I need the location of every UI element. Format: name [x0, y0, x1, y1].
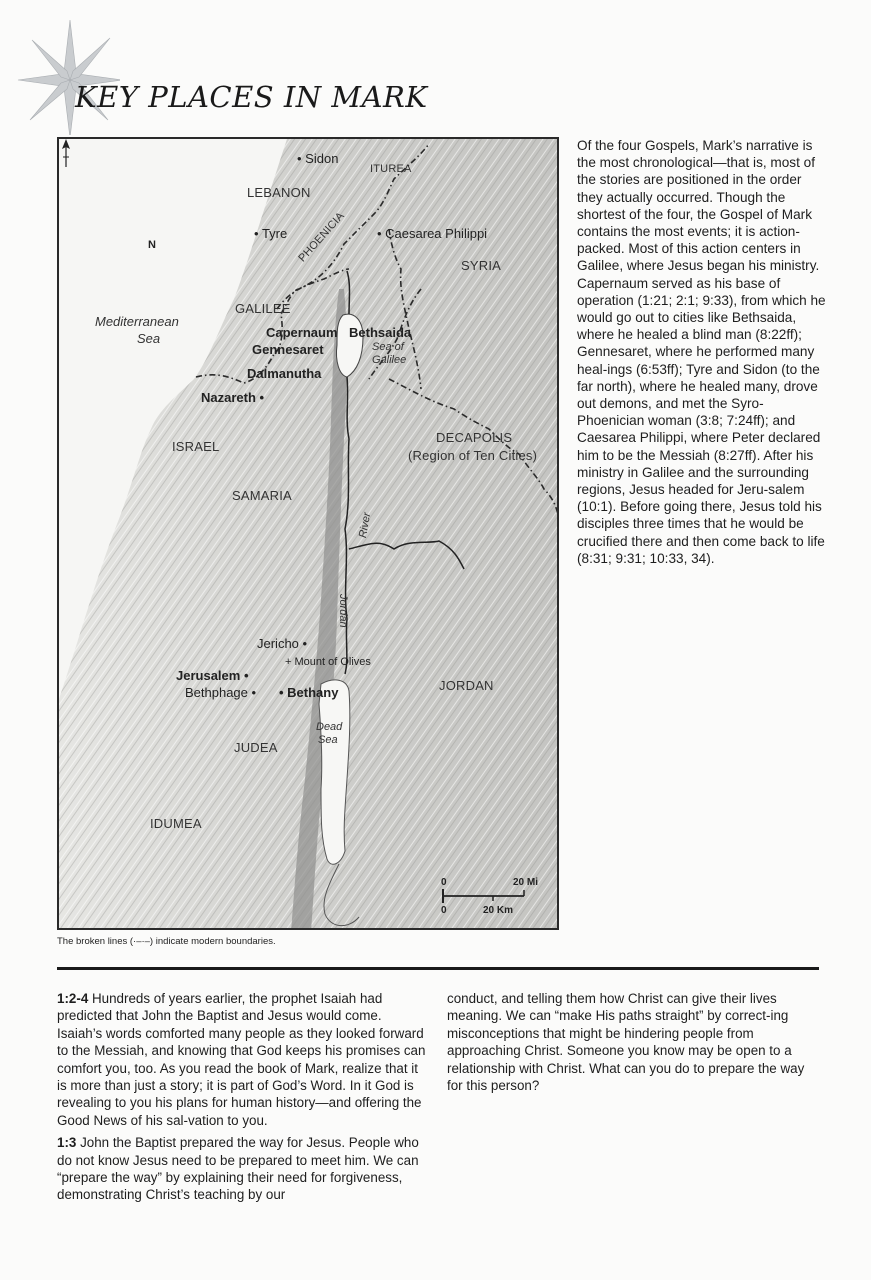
scale-bar [441, 877, 546, 927]
region-iturea: ITUREA [370, 163, 412, 175]
north-arrow-icon [59, 139, 73, 169]
scale-miles-label: 20 Mi [513, 877, 539, 888]
city-caesarea-philippi: • Caesarea Philippi [377, 226, 488, 241]
region-lebanon: LEBANON [247, 185, 311, 200]
city-nazareth: Nazareth • [201, 390, 265, 405]
city-tyre-label: Tyre [261, 226, 288, 241]
note-text: John the Baptist prepared the way for Jesus. People who do not know Jesus need to be prepared to meet him. We can “prepare the way” by explaining their need for forgiveness, demonstrating Christ’s teaching by our [57, 1135, 419, 1203]
north-label: N [148, 239, 156, 251]
region-samaria: SAMARIA [232, 488, 292, 503]
region-idumea: IDUMEA [150, 816, 202, 831]
sea-of-galilee-label-2: Galilee [372, 354, 407, 366]
city-jericho-label: Jericho [257, 636, 299, 651]
map-caption: The broken lines (·–·–) indicate modern boundaries. [57, 936, 276, 947]
region-galilee: GALILEE [235, 301, 291, 316]
region-judea: JUDEA [234, 740, 278, 755]
sea-of-galilee-label-1: Sea of [372, 341, 404, 353]
sea-label-line1: Mediterranean [95, 314, 179, 329]
notes-column-left [57, 990, 429, 1209]
city-sidon-label: Sidon [305, 151, 339, 166]
scale-zero-miles: 0 [441, 877, 447, 888]
region-syria: SYRIA [461, 258, 502, 273]
compass-rose-icon [10, 10, 120, 135]
city-bethphage-label: Bethphage [185, 685, 248, 700]
city-bethany-label: Bethany [287, 685, 339, 700]
city-dalmanutha: Dalmanutha [247, 366, 322, 381]
sea-label-line2: Sea [137, 331, 161, 346]
city-bethphage: Bethphage • [185, 685, 257, 700]
city-jericho: Jericho • [257, 636, 308, 651]
city-jerusalem-label: Jerusalem [176, 668, 241, 683]
dead-sea-label-2: Sea [318, 734, 338, 746]
city-bethsaida: Bethsaida [349, 325, 412, 340]
dead-sea-label-1: Dead [316, 721, 343, 733]
region-decapolis: DECAPOLIS [436, 430, 513, 445]
page-title: KEY PLACES IN MARK [75, 80, 428, 114]
note-1-3-continued: conduct, and telling them how Christ can give their lives meaning. We can “make His paths straight” by correct-ing misconceptions that might be hindering people from approaching Christ. Someone you know may be open to a relationship with Christ. What can you do to prepare the way for this person? [447, 991, 805, 1094]
city-gennesaret: Gennesaret [252, 342, 324, 357]
city-bethany: • Bethany [279, 685, 339, 700]
jordan-river-label-jordan: Jordan [337, 594, 349, 628]
jordan-river-label-river: River [357, 511, 374, 539]
scale-km-label: 20 Km [483, 905, 514, 916]
region-israel: ISRAEL [172, 439, 220, 454]
scale-bar-graphic [442, 889, 542, 903]
note-ref: 1:2-4 [57, 991, 89, 1006]
mount-of-olives-label: Mount of Olives [294, 656, 371, 668]
scale-zero-km: 0 [441, 905, 447, 916]
note-ref: 1:3 [57, 1135, 77, 1151]
note-1-2-4 [57, 990, 429, 1129]
mount-of-olives: + Mount of Olives [285, 656, 371, 668]
city-sidon: • Sidon [297, 151, 339, 166]
region-decapolis-subtitle: (Region of Ten Cities) [408, 448, 538, 463]
note-1-3 [57, 1134, 429, 1204]
city-jerusalem: Jerusalem • [176, 668, 249, 683]
region-jordan: JORDAN [439, 678, 494, 693]
notes-column-right [447, 990, 819, 1099]
city-tyre: • Tyre [254, 226, 288, 241]
city-capernaum: Capernaum [266, 325, 338, 340]
city-caesarea-philippi-label: Caesarea Philippi [385, 226, 488, 241]
region-phoenicia: PHOENICIA [296, 210, 347, 265]
section-divider [57, 967, 819, 970]
note-text: Hundreds of years earlier, the prophet Isaiah had predicted that John the Baptist and Jesus would come. Isaiah’s words comforted many people as they looked forward to the Messiah, and knowing that God keeps his promises can comfort you, too. As you read the book of Mark, realize that it is more than just a story; it is part of God’s Word. In it God is revealing to you his plans for human history—and offering the Good News of his sal-vation to you. [57, 991, 426, 1128]
city-nazareth-label: Nazareth [201, 390, 256, 405]
map [57, 137, 559, 930]
sidebar-text: Of the four Gospels, Mark’s narrative is the most chronological—that is, most of the stories are positioned in the order they actually occurred. Though the shortest of the four, the Gospel of Mark contains the most events; it is action-packed. Most of this action centers in Galilee, where Jesus began his ministry. Capernaum served as his base of operation (1:21; 2:1; 9:33), from which he would go out to cities like Bethsaida, where he healed a blind man (8:22ff); Gennesaret, where he performed many heal-ings (6:53ff); Tyre and Sidon (to the far north), where he healed many, drove out demons, and met the Syro-Phoenician woman (3:8; 7:24ff); and Caesarea Philippi, where Peter declared him to be the Messiah (8:27ff). After his ministry in Galilee and the surrounding regions, Jesus headed for Jeru-salem (10:1). Before going there, Jesus told his disciples three times that he would be crucified there and then come back to life (8:31; 9:31; 10:33, 34). [577, 138, 826, 566]
